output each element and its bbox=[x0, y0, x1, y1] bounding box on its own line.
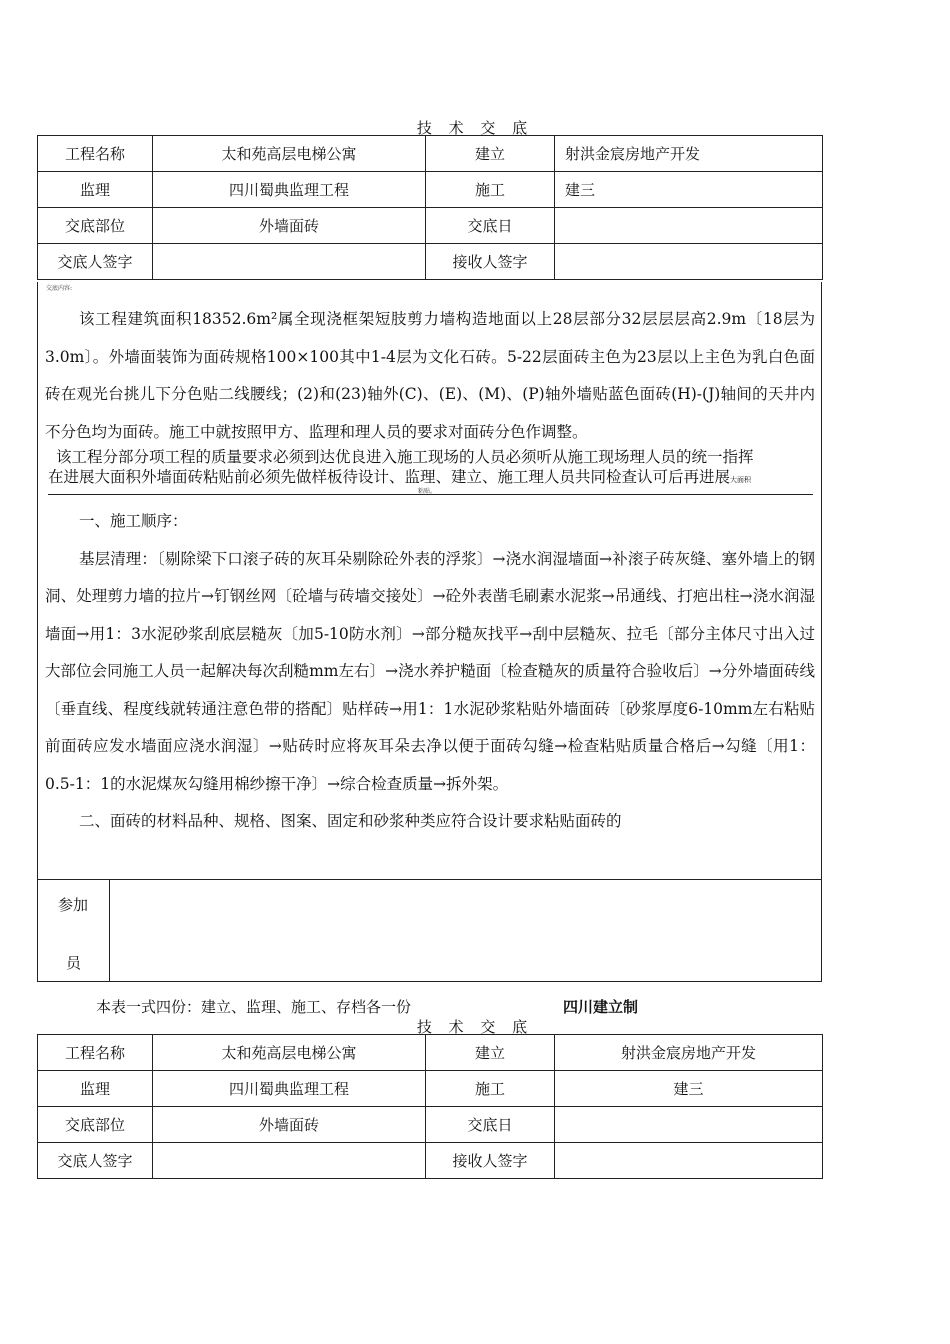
section1-body: 基层清理：〔剔除梁下口滚子砖的灰耳朵剔除砼外表的浮浆〕→浇水润湿墙面→补滚子砖灰缝、塞外墙上的钢洞、处理剪力墙的拉片→钉钢丝网〔砼墙与砖墙交接处〕→砼外表凿毛刷素水泥浆→吊通线、打疤出柱→浇水润湿墙面→用1：3水泥砂浆刮底层糙灰〔加5-10防水剂〕→部分糙灰找平→刮中层糙灰、拉毛〔部分主体尺寸出入过大部位会同施工人员一起解决每次刮糙mm左右〕→浇水养护糙面〔检查糙灰的质量符合验收后〕→分外墙面砖线〔垂直线、程度线就转通注意色带的搭配〕贴样砖→用1：1水泥砂浆粘贴外墙面砖〔砂浆厚度6-10mm左右粘贴前面砖应发水墙面应浇水润湿〕→贴砖时应将灰耳朵去净以便于面砖勾缝→检查粘贴质量合格后→勾缝〔用1：0.5-1：1的水泥煤灰勾缝用棉纱擦干净〕→综合检查质量→拆外架。 bbox=[45, 549, 815, 793]
location-value: 外墙面砖 bbox=[153, 208, 426, 244]
giver-signature-field[interactable] bbox=[153, 244, 426, 280]
builder-value: 建三 bbox=[555, 1071, 823, 1107]
receiver-signature-field[interactable] bbox=[555, 1143, 823, 1179]
form-maker: 四川建立制 bbox=[563, 998, 639, 1016]
location-label: 交底部位 bbox=[38, 208, 153, 244]
location-label: 交底部位 bbox=[38, 1107, 153, 1143]
form2-header-table bbox=[37, 1034, 823, 1179]
project-name-label: 工程名称 bbox=[38, 136, 153, 172]
supervisor-label: 监理 bbox=[38, 1071, 153, 1107]
project-description bbox=[45, 301, 815, 451]
location-value: 外墙面砖 bbox=[153, 1107, 426, 1143]
section2-heading: 二、面砖的材料品种、规格、图案、固定和砂浆种类应符合设计要求粘贴面砖的 bbox=[79, 812, 622, 830]
giver-signature-field[interactable] bbox=[153, 1143, 426, 1179]
participants-label-bottom: 员 bbox=[66, 954, 82, 972]
supervisor-value: 四川蜀典监理工程 bbox=[153, 172, 426, 208]
date-value[interactable] bbox=[555, 208, 823, 244]
form1-header-table bbox=[37, 135, 823, 280]
project-name-value: 太和苑高层电梯公寓 bbox=[153, 1035, 426, 1071]
owner-value: 射洪金宸房地产开发 bbox=[555, 1035, 823, 1071]
owner-label: 建立 bbox=[426, 1035, 555, 1071]
receiver-signature-field[interactable] bbox=[555, 244, 823, 280]
description-paragraph: 该工程建筑面积18352.6m²属全现浇框架短肢剪力墙构造地面以上28层部分32层层层高2.9m〔18层为3.0m〕。外墙面装饰为面砖规格100×100其中1-4层为文化石砖。5-22层面砖主色为23层以上主色为乳白色面砖在观光台挑儿下分色贴二线腰线；(2)和(23)轴外(C)、(E)、(M)、(P)轴外墙贴蓝色面砖(H)-(J)轴间的天井内不分色均为面砖。施工中就按照甲方、监理和理人员的要求对面砖分色作调整。 bbox=[45, 310, 815, 441]
participants-label-top: 参加 bbox=[58, 896, 89, 914]
quality-note-small1: 大面积 bbox=[730, 476, 752, 484]
supervisor-value: 四川蜀典监理工程 bbox=[153, 1071, 426, 1107]
participants-label bbox=[38, 880, 110, 981]
builder-label: 施工 bbox=[426, 172, 555, 208]
giver-signature-label: 交底人签字 bbox=[38, 244, 153, 280]
copies-note: 本表一式四份：建立、监理、施工、存档各一份 bbox=[96, 998, 412, 1016]
form1-title: 技 术 交 底 bbox=[416, 119, 534, 137]
note-divider bbox=[48, 494, 813, 495]
date-label: 交底日 bbox=[426, 208, 555, 244]
form2-title: 技 术 交 底 bbox=[416, 1018, 534, 1036]
receiver-signature-label: 接收人签字 bbox=[426, 1143, 555, 1179]
participants-field[interactable] bbox=[110, 880, 821, 981]
owner-value: 射洪金宸房地产开发 bbox=[555, 136, 823, 172]
construction-sequence bbox=[45, 503, 815, 841]
disclosure-content-box bbox=[37, 282, 822, 879]
builder-value: 建三 bbox=[555, 172, 823, 208]
supervisor-label: 监理 bbox=[38, 172, 153, 208]
content-label: 交底内容: bbox=[46, 285, 73, 292]
project-name-label: 工程名称 bbox=[38, 1035, 153, 1071]
participants-row bbox=[37, 879, 822, 982]
quality-note-small2: 粘贴。 bbox=[418, 488, 437, 495]
receiver-signature-label: 接收人签字 bbox=[426, 244, 555, 280]
date-value[interactable] bbox=[555, 1107, 823, 1143]
project-name-value: 太和苑高层电梯公寓 bbox=[153, 136, 426, 172]
builder-label: 施工 bbox=[426, 1071, 555, 1107]
date-label: 交底日 bbox=[426, 1107, 555, 1143]
section1-heading: 一、施工顺序： bbox=[79, 512, 188, 530]
owner-label: 建立 bbox=[426, 136, 555, 172]
giver-signature-label: 交底人签字 bbox=[38, 1143, 153, 1179]
quality-note-line2-text: 在进展大面积外墙面砖粘贴前必须先做样板待设计、监理、建立、施工理人员共同检查认可后再进展 bbox=[48, 468, 731, 486]
quality-note-line1: 该工程分部分项工程的质量要求必须到达优良进入施工现场的人员必须听从施工现场理人员的统一指挥 bbox=[56, 448, 754, 466]
